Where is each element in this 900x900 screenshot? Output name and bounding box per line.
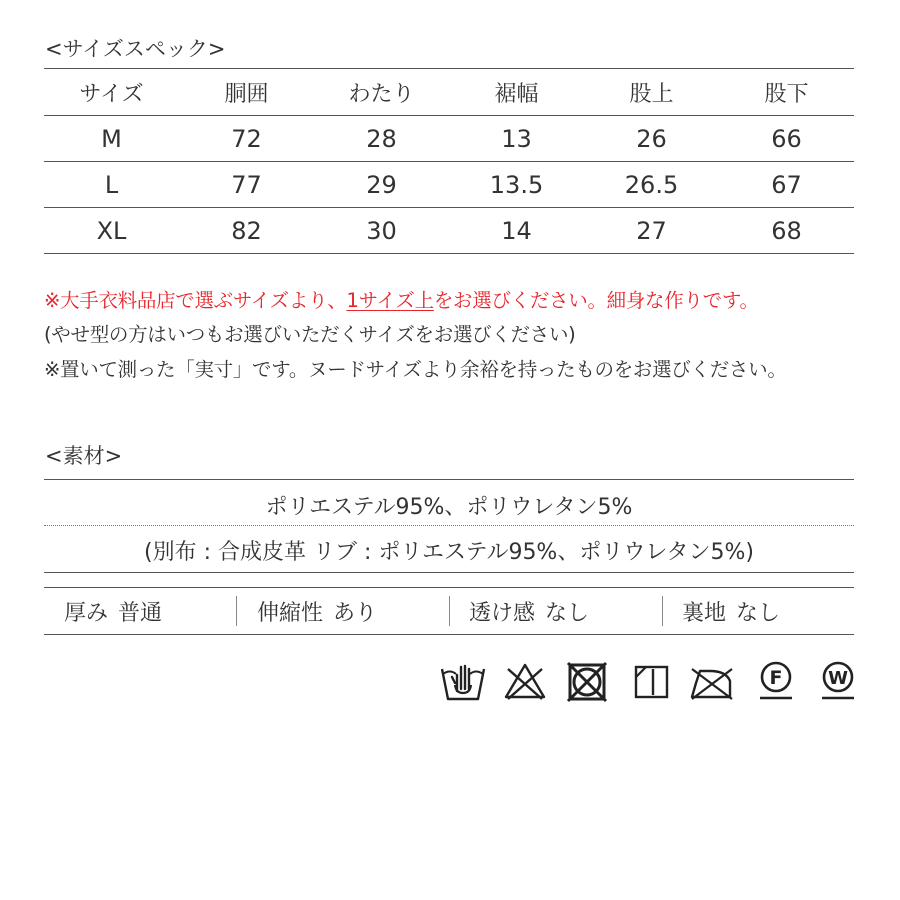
size-table-header-row (44, 69, 854, 116)
do-not-iron-icon (688, 655, 734, 705)
property-thickness (64, 588, 162, 634)
property-value: 普通 (118, 600, 163, 626)
property-separator (449, 596, 450, 626)
cell-waist: 77 (179, 162, 314, 208)
cell-inseam: 68 (719, 208, 854, 254)
cell-rise: 26 (584, 116, 719, 162)
material-heading: <素材> (45, 444, 123, 468)
property-label: 伸縮性 (257, 600, 324, 626)
material-top-divider (44, 479, 854, 480)
line-dry-in-shade-icon (632, 655, 672, 705)
properties-bottom-divider (44, 634, 854, 635)
slim-body-note: (やせ型の方はいつもお選びいただくサイズをお選びください) (44, 323, 576, 346)
property-separator (662, 596, 663, 626)
cell-inseam: 66 (719, 116, 854, 162)
cell-waist: 72 (179, 116, 314, 162)
property-sheerness (469, 588, 589, 634)
dry-clean-letter: F (769, 667, 783, 689)
header-waist: 胴囲 (179, 69, 314, 116)
material-sub: (別布 : 合成皮革 リブ : ポリエステル95%、ポリウレタン5%) (144, 540, 754, 565)
material-bottom-divider (44, 572, 854, 573)
size-spec-heading: <サイズスペック> (45, 37, 226, 61)
care-label-icons (438, 655, 858, 705)
header-rise: 股上 (584, 69, 719, 116)
do-not-tumble-dry-icon (564, 655, 610, 705)
cell-hem-width: 13.5 (449, 162, 584, 208)
cell-inseam: 67 (719, 162, 854, 208)
cell-hem-width: 13 (449, 116, 584, 162)
property-stretch (257, 588, 377, 634)
size-up-emphasis: 1サイズ上 (346, 289, 434, 312)
property-value: あり (333, 600, 378, 626)
cell-waist: 82 (179, 208, 314, 254)
table-row (44, 162, 854, 208)
property-label: 厚み (64, 600, 109, 626)
do-not-bleach-icon (502, 655, 548, 705)
dry-clean-f-icon (756, 655, 798, 705)
cell-thigh: 29 (314, 162, 449, 208)
size-advice-note (44, 285, 759, 313)
property-value: なし (736, 600, 781, 626)
fabric-properties-row (44, 588, 854, 634)
header-hem-width: 裾幅 (449, 69, 584, 116)
property-separator (236, 596, 237, 626)
cell-size: L (44, 162, 179, 208)
property-label: 透け感 (469, 600, 536, 626)
wet-clean-w-icon (818, 655, 860, 705)
property-label: 裏地 (682, 600, 727, 626)
size-advice-text-b: をお選びください。細身な作りです。 (433, 289, 759, 312)
table-row (44, 116, 854, 162)
header-inseam: 股下 (719, 69, 854, 116)
material-main: ポリエステル95%、ポリウレタン5% (265, 495, 633, 520)
measurement-note: ※置いて測った「実寸」です。ヌードサイズより余裕を持ったものをお選びください。 (44, 358, 787, 381)
size-advice-text-a: ※大手衣料品店で選ぶサイズより、 (44, 289, 347, 312)
cell-thigh: 30 (314, 208, 449, 254)
table-row (44, 208, 854, 254)
cell-rise: 27 (584, 208, 719, 254)
property-lining (682, 588, 780, 634)
cell-size: XL (44, 208, 179, 254)
size-spec-table (44, 68, 854, 254)
cell-hem-width: 14 (449, 208, 584, 254)
cell-rise: 26.5 (584, 162, 719, 208)
property-value: なし (545, 600, 590, 626)
cell-thigh: 28 (314, 116, 449, 162)
header-size: サイズ (44, 69, 179, 116)
material-mid-divider (44, 525, 854, 526)
cell-size: M (44, 116, 179, 162)
wet-clean-letter: W (828, 668, 848, 689)
hand-wash-icon (438, 655, 488, 705)
header-thigh: わたり (314, 69, 449, 116)
